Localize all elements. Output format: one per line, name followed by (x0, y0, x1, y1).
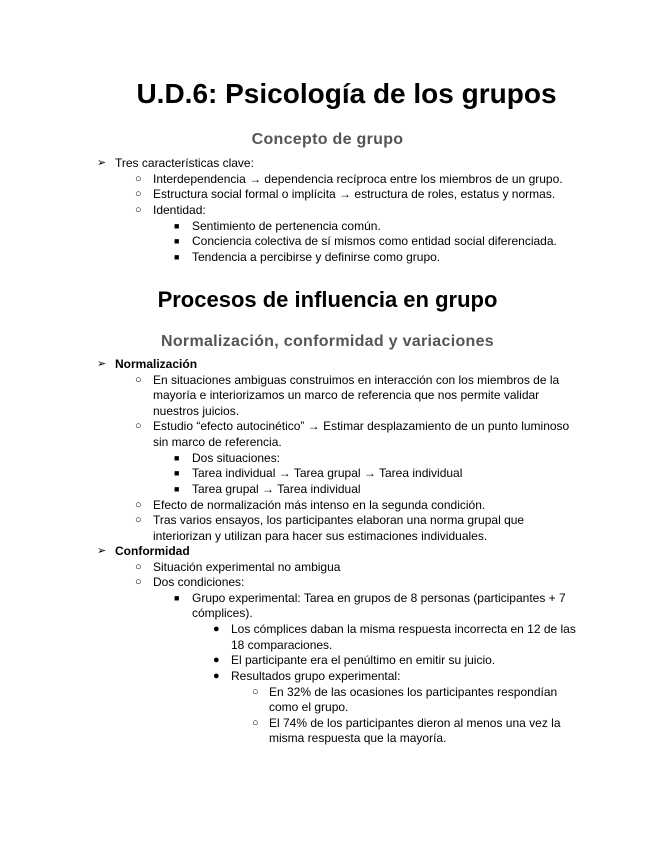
list-item-heading: Normalización (115, 357, 198, 371)
circle-bullet-icon: ○ (135, 514, 142, 526)
circle-bullet-icon: ○ (135, 561, 142, 573)
section-heading-concepto: Concepto de grupo (251, 131, 404, 148)
document-title: U.D.6: Psicología de los grupos (136, 78, 557, 109)
list-item: Identidad: (153, 203, 206, 217)
list-item: Tarea individual → Tarea grupal → Tarea individual (192, 466, 463, 480)
square-bullet-icon: ■ (174, 252, 180, 262)
list-item: Sentimiento de pertenencia común. (192, 219, 381, 233)
list-item: En situaciones ambiguas construimos en interacción con los miembros de la (153, 373, 560, 387)
list-item: Tendencia a percibirse y definirse como grupo. (192, 250, 441, 264)
circle-bullet-icon: ○ (252, 686, 259, 698)
square-bullet-icon: ■ (174, 221, 180, 231)
square-bullet-icon: ■ (174, 484, 180, 494)
list-item: Tras varios ensayos, los participantes elaboran una norma grupal que (153, 513, 525, 527)
list-item-heading: Conformidad (115, 544, 190, 558)
circle-bullet-icon: ○ (135, 499, 142, 511)
list-item: Situación experimental no ambigua (153, 560, 341, 574)
list-item: Estudio “efecto autocinético” → Estimar desplazamiento de un punto luminoso (153, 419, 570, 433)
list-item: Conciencia colectiva de sí mismos como entidad social diferenciada. (192, 234, 557, 248)
list-item: El participante era el penúltimo en emitir su juicio. (231, 653, 496, 667)
list-item-continuation: 18 comparaciones. (231, 638, 333, 652)
list-item-continuation: misma respuesta que la mayoría. (269, 731, 447, 745)
square-bullet-icon: ■ (174, 453, 180, 463)
list-item: Los cómplices daban la misma respuesta incorrecta en 12 de las (231, 622, 576, 636)
arrow-bullet-icon: ➢ (97, 157, 107, 169)
list-item-continuation: nuestros juicios. (153, 404, 240, 418)
circle-bullet-icon: ○ (135, 374, 142, 386)
circle-bullet-icon: ○ (135, 204, 142, 216)
dot-bullet-icon: ● (213, 623, 220, 635)
list-item-continuation: sin marco de referencia. (153, 435, 282, 449)
list-item: Tres características clave: (115, 156, 254, 170)
list-item: Resultados grupo experimental: (231, 669, 401, 683)
list-item: Dos condiciones: (153, 575, 245, 589)
circle-bullet-icon: ○ (135, 576, 142, 588)
circle-bullet-icon: ○ (135, 420, 142, 432)
square-bullet-icon: ■ (174, 468, 180, 478)
list-item: El 74% de los participantes dieron al menos una vez la (269, 716, 561, 730)
subsection-heading: Normalización, conformidad y variaciones (161, 333, 494, 350)
list-item: Dos situaciones: (192, 451, 281, 465)
list-item: Interdependencia → dependencia recíproca entre los miembros de un grupo. (153, 172, 563, 186)
dot-bullet-icon: ● (213, 670, 220, 682)
list-item-continuation: como el grupo. (269, 700, 349, 714)
dot-bullet-icon: ● (213, 654, 220, 666)
section-heading-procesos: Procesos de influencia en grupo (157, 287, 498, 312)
list-item: Grupo experimental: Tarea en grupos de 8 personas (participantes + 7 (192, 591, 566, 605)
list-item: Efecto de normalización más intenso en la segunda condición. (153, 498, 486, 512)
circle-bullet-icon: ○ (135, 173, 142, 185)
list-item-continuation: cómplices). (192, 606, 253, 620)
list-item: En 32% de las ocasiones los participantes respondían (269, 685, 558, 699)
arrow-bullet-icon: ➢ (97, 358, 107, 370)
list-item-continuation: mayoría e interiorizamos un marco de referencia que nos permite validar (153, 388, 540, 402)
circle-bullet-icon: ○ (135, 188, 142, 200)
list-item: Estructura social formal o implícita → estructura de roles, estatus y normas. (153, 187, 556, 201)
list-item-continuation: interiorizan y utilizan para hacer sus estimaciones individuales. (153, 529, 488, 543)
square-bullet-icon: ■ (174, 593, 180, 603)
list-item: Tarea grupal → Tarea individual (192, 482, 361, 496)
square-bullet-icon: ■ (174, 236, 180, 246)
circle-bullet-icon: ○ (252, 717, 259, 729)
arrow-bullet-icon: ➢ (97, 545, 107, 557)
